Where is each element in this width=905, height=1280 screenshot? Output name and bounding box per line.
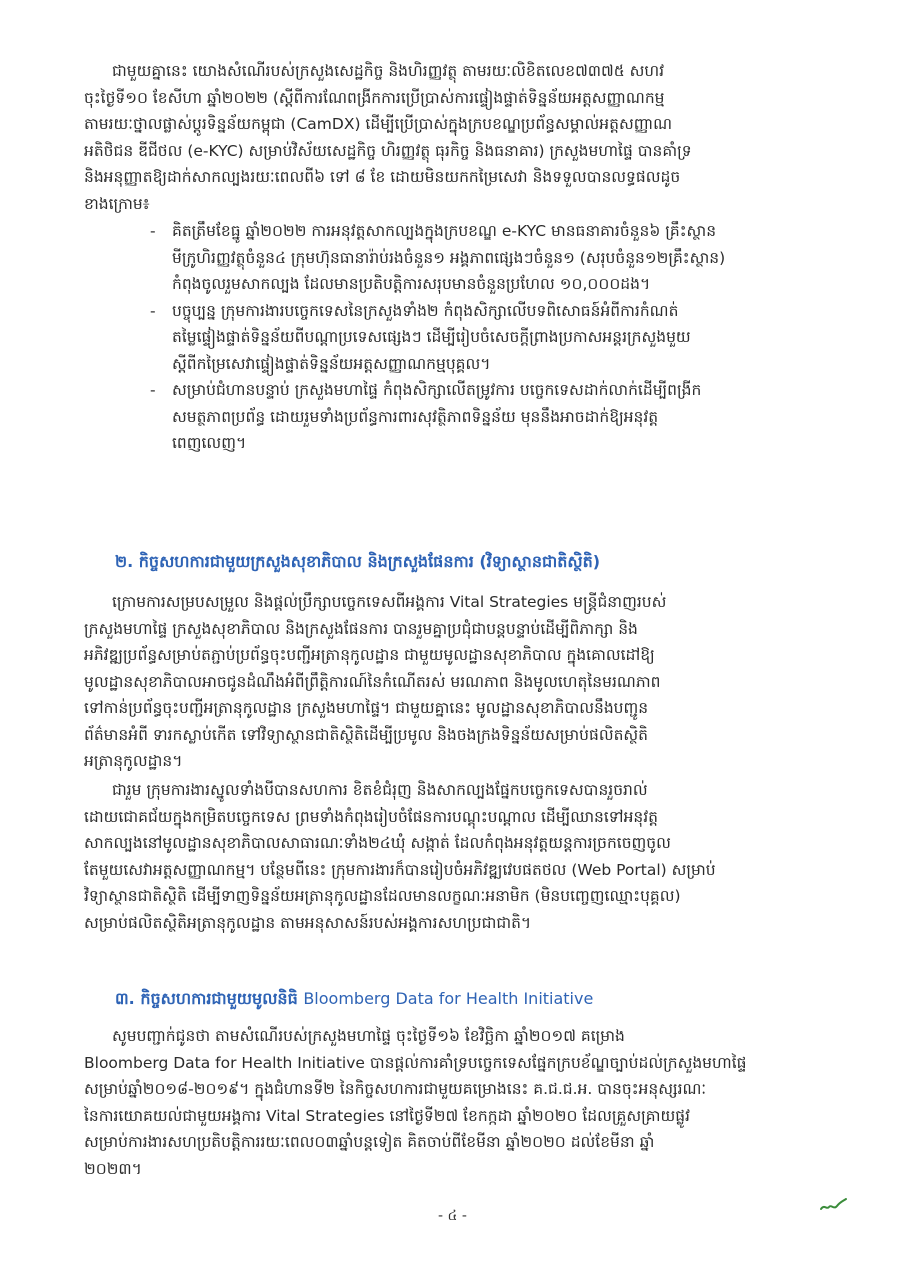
text-line: ពេញលេញ។ [172, 434, 247, 452]
section-3-paragraph [84, 1023, 821, 1182]
text-line: អតិថិជន ឌីជីថល (e-KYC) សម្រាប់វិស័យសេដ្ឋកិច្ច ហិរញ្ញវត្ថុ ធុរកិច្ច និងធនាគារ) ក្រសួងមហាផ្ទៃ បានគាំទ្រ [84, 141, 692, 160]
text-line: ជាមួយគ្នានេះ យោងសំណើរបស់ក្រសួងសេដ្ឋកិច្ច និងហិរញ្ញវត្ថុ តាមរយៈលិខិតលេខ៧៣៧៥ សហវ [112, 62, 665, 80]
text-line: តែមួយសេវាអត្តសញ្ញាណកម្ម។ បន្ថែមពីនេះ ក្រុមការងារក៏បានរៀបចំអភិវឌ្ឍវេបផតថល (Web Portal) សម្រាប់ [84, 860, 716, 879]
list-item [150, 298, 822, 378]
bullet-list [150, 218, 822, 457]
text-line: សាកល្បងនៅមូលដ្ឋានសុខាភិបាលសាធារណៈទាំង២៤ឃុំ សង្កាត់ ដែលកំពុងអនុវត្តយន្តការច្រកចេញចូល [84, 834, 671, 852]
text-line: ព័ត៌មានអំពី ទារកស្លាប់កើត ទៅវិទ្យាស្ថានជាតិស្ថិតិដើម្បីប្រមូល និងចងក្រងទិន្នន័យសម្រាប់ផលិតស្ថិតិ [84, 725, 649, 744]
list-item [150, 218, 822, 298]
text-line: កំពុងចូលរួមសាកល្បង ដែលមានប្រតិបត្តិការសរុបមានចំនួនប្រហែល ១០,០០០ដង។ [172, 275, 651, 293]
text-line: សម្រាប់ការងារសហប្រតិបត្តិការរយៈពេល០៣ឆ្នាំបន្តទៀត គិតចាប់ពីខែមីនា ឆ្នាំ២០២០ ដល់ខែមីនា ឆ្នាំ [84, 1133, 655, 1151]
text-line: គិតត្រឹមខែធ្នូ ឆ្នាំ២០២២ ការអនុវត្តសាកល្បងក្នុងក្របខណ្ឌ e-KYC មានធនាគារចំនួន៦ គ្រឹះស្ថាន [172, 222, 717, 240]
text-line: សូមបញ្ជាក់ជូនថា តាមសំណើរបស់ក្រសួងមហាផ្ទៃ ចុះថ្ងៃទី១៦ ខែវិច្ឆិកា ឆ្នាំ២០១៧ គម្រោង [112, 1027, 625, 1045]
text-line: អភិវឌ្ឍប្រព័ន្ធសម្រាប់តភ្ជាប់ប្រព័ន្ធចុះបញ្ជីអត្រានុកូលដ្ឋាន ជាមួយមូលដ្ឋានសុខាភិបាល ក្នុងគោលដៅឱ្យ [84, 646, 655, 664]
text-line: តម្លៃផ្ទៀងផ្ទាត់ទិន្នន័យពីបណ្តាប្រទេសផ្សេងៗ ដើម្បីរៀបចំសេចក្តីព្រាងប្រកាសអន្តរក្រសួងមួយ [172, 328, 691, 346]
text-line: សម្រាប់ជំហានបន្ទាប់ ក្រសួងមហាផ្ទៃ កំពុងសិក្សាលើតម្រូវការ បច្ចេកទេសដាក់លាក់ដើម្បីពង្រីក [172, 381, 702, 399]
text-line: តាមរយៈថ្នាលផ្លាស់ប្តូរទិន្នន័យកម្ពុជា (CamDX) ដើម្បីប្រើប្រាស់ក្នុងក្របខណ្ឌប្រព័ន្ធសម្គាល់អត្តសញ្ញាណ [84, 115, 673, 133]
page-number: - ៤ - [438, 1208, 467, 1224]
handwritten-initial [818, 1196, 848, 1216]
section-3-heading-km: ៣. កិច្ចសហការជាមួយមូលនិធិ [115, 989, 298, 1008]
bullet-dash: - [150, 301, 156, 320]
intro-paragraph [84, 58, 821, 217]
text-line: និងអនុញ្ញាតឱ្យដាក់សាកល្បងរយៈពេលពី៦ ទៅ ៨ ខែ ដោយមិនយកកម្រៃសេវា និងទទួលបានលទ្ធផលដូច [84, 168, 681, 186]
text-line: Bloomberg Data for Health Initiative បានផ្តល់ការគាំទ្របច្ចេកទេសផ្នែកក្របខ័ណ្ឌច្បាប់ដល់ក្រសួងមហាផ្ទៃ [84, 1053, 747, 1072]
text-line: បច្ចុប្បន្ន ក្រុមការងារបច្ចេកទេសនៃក្រសួងទាំង២ កំពុងសិក្សាលើបទពិសោធន៍អំពីការកំណត់ [172, 301, 679, 320]
text-line: ស្តីពីកម្រៃសេវាផ្ទៀងផ្ទាត់ទិន្នន័យអត្តសញ្ញាណកម្មបុគ្គល។ [172, 354, 491, 373]
text-line: អត្រានុកូលដ្ឋាន។ [84, 752, 183, 770]
text-line: ចុះថ្ងៃទី១០ ខែសីហា ឆ្នាំ២០២២ (ស្តីពីការណែពង្រីកការប្រើប្រាស់ការផ្ទៀងផ្ទាត់ទិន្នន័យអត្តសញ្ញាណកម្ម [84, 88, 665, 107]
text-line: ដោយជោគជ័យក្នុងកម្រិតបច្ចេកទេស ព្រមទាំងកំពុងរៀបចំផែនការបណ្តុះបណ្តាល ដើម្បីឈានទៅអនុវត្ត [84, 807, 658, 826]
text-line: ជារួម ក្រុមការងារស្នូលទាំងបីបានសហការ ខិតខំជំរុញ និងសាកល្បងផ្នែកបច្ចេកទេសបានរួចរាល់ [112, 781, 648, 799]
section-3-heading-en: Bloomberg Data for Health Initiative [303, 989, 594, 1008]
section-2-paragraph-2 [84, 777, 821, 936]
text-line: ២០២៣។ [84, 1159, 142, 1178]
section-2-paragraph-1 [84, 589, 821, 775]
text-line: សម្រាប់ផលិតស្ថិតិអត្រានុកូលដ្ឋាន តាមអនុសាសន៍របស់អង្គការសហប្រជាជាតិ។ [84, 913, 532, 932]
bullet-dash: - [150, 222, 156, 240]
text-line: ក្រោមការសម្របសម្រួល និងផ្តល់ប្រឹក្សាបច្ចេកទេសពីអង្គការ Vital Strategies មន្ត្រីជំនាញរបស់ [112, 593, 667, 611]
list-item [150, 377, 822, 457]
text-line: នៃការយោគយល់ជាមួយអង្គការ Vital Strategies នៅថ្ងៃទី២៧ ខែកក្កដា ឆ្នាំ២០២០ ដែលគ្រួសគ្រាយផ្លូវ [84, 1106, 690, 1125]
text-line: សមត្ថភាពប្រព័ន្ធ ដោយរួមទាំងប្រព័ន្ធការពារសុវត្ថិភាពទិន្នន័យ មុននឹងអាចដាក់ឱ្យអនុវត្ត [172, 407, 659, 426]
text-line: ក្រសួងមហាផ្ទៃ ក្រសួងសុខាភិបាល និងក្រសួងផែនការ បានរួមគ្នាប្រជុំជាបន្តបន្ទាប់ដើម្បីពិភាក្សា និង [84, 619, 638, 638]
section-3-heading [115, 986, 593, 1012]
text-line: វិទ្យាស្ថានជាតិស្ថិតិ ដើម្បីទាញទិន្នន័យអត្រានុកូលដ្ឋានដែលមានលក្ខណៈអនាមិក (មិនបញ្ចេញឈ្មោះបុគ្គល) [84, 887, 681, 905]
text-line: មូលដ្ឋានសុខាភិបាលអាចជូនដំណឹងអំពីព្រឹត្តិការណ៍នៃកំណើតរស់ មរណភាព និងមូលហេតុនៃមរណភាព [84, 672, 661, 691]
text-line: មីក្រូហិរញ្ញវត្ថុចំនួន៤ ក្រុមហ៊ុនធានារ៉ាប់រងចំនួន១ អង្គភាពផ្សេងៗចំនួន១ (សរុបចំនួន១២គ្រឹះស្ថាន) [172, 248, 726, 267]
bullet-dash: - [150, 381, 156, 399]
text-line: ខាងក្រោម៖ [84, 194, 150, 213]
text-line: ទៅកាន់ប្រព័ន្ធចុះបញ្ជីអត្រានុកូលដ្ឋាន ក្រសួងមហាផ្ទៃ។ ជាមួយគ្នានេះ មូលដ្ឋានសុខាភិបាលនឹងបញ្ជូន [84, 699, 649, 717]
text-line: សម្រាប់ឆ្នាំ២០១៨-២០១៩។ ក្នុងជំហានទី២ នៃកិច្ចសហការជាមួយគម្រោងនេះ គ.ជ.ជ.អ. បានចុះអនុស្សរណៈ [84, 1080, 707, 1098]
section-2-heading: ២. កិច្ចសហការជាមួយក្រសួងសុខាភិបាល និងក្រសួងផែនការ (វិទ្យាស្ថានជាតិស្ថិតិ) [115, 552, 601, 571]
